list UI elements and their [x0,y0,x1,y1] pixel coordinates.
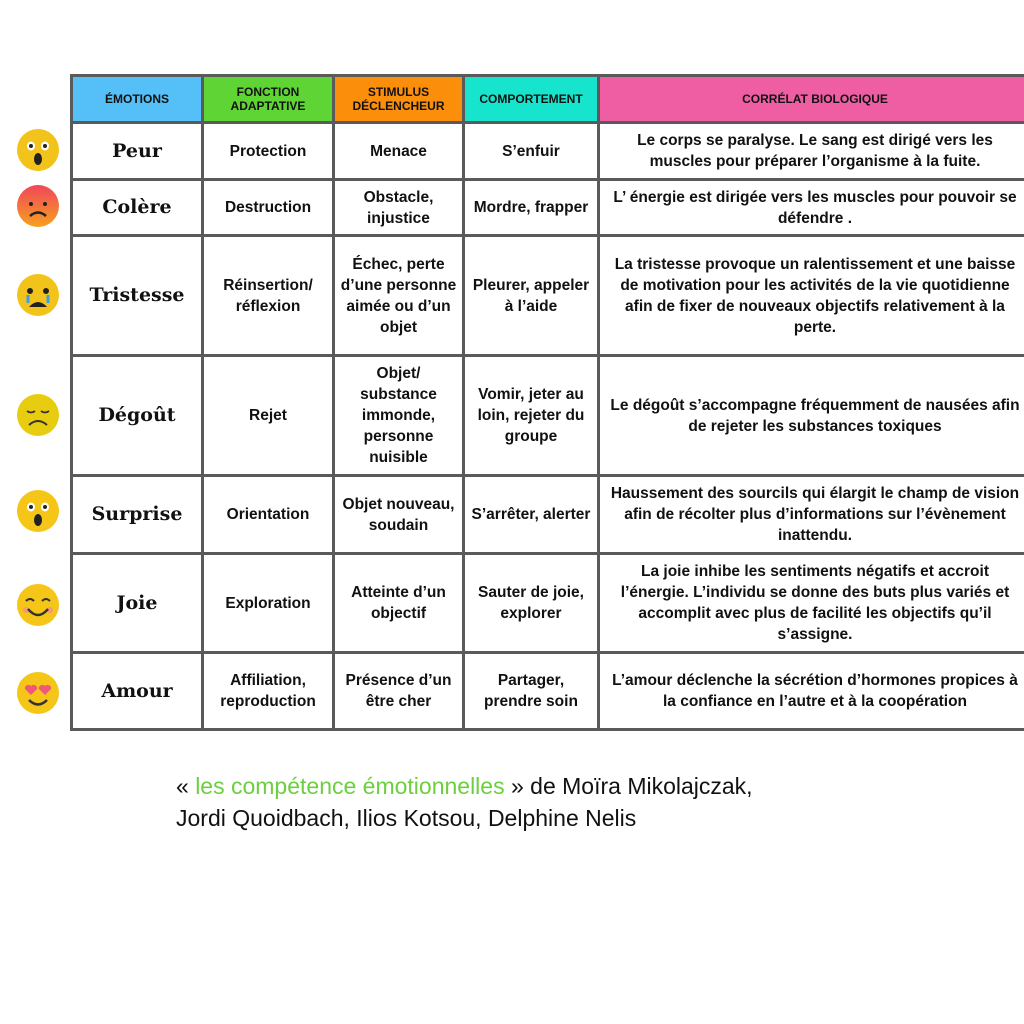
stimulus-cell: Objet/ substance immonde, personne nuisible [334,356,464,476]
citation-line-1 [176,770,753,802]
comportement-cell: Vomir, jeter au loin, rejeter du groupe [464,356,599,476]
header-stimulus-declencheur: STIMULUS DÉCLENCHEUR [334,76,464,123]
correlat-cell: Haussement des sourcils qui élargit le champ de vision afin de récolter plus d’informations sur l’évènement inattendu. [599,476,1024,554]
header-correlat-biologique: CORRÉLAT BIOLOGIQUE [599,76,1024,123]
stimulus-cell: Menace [334,123,464,180]
table-row [72,356,1024,476]
table-row [72,476,1024,554]
fonction-cell: Orientation [203,476,334,554]
disgusted-face-icon [16,393,60,437]
astonished-face-icon [16,128,60,172]
correlat-cell: La tristesse provoque un ralentissement et une baisse de motivation pour les activités de la vie quotidienne afin de fixer de nouveaux objectifs relativement à la perte. [599,236,1024,356]
comportement-cell: S’arrêter, alerter [464,476,599,554]
table-row [72,236,1024,356]
citation [176,770,753,834]
citation-line-2: Jordi Quoidbach, Ilios Kotsou, Delphine Nelis [176,805,637,831]
stimulus-cell: Objet nouveau, soudain [334,476,464,554]
open-quote: « [176,773,196,799]
emotion-cell: Colère [72,180,203,236]
angry-red-face-icon [16,184,60,228]
crying-face-icon [16,273,60,317]
header-fonction-adaptative: FONCTION ADAPTATIVE [203,76,334,123]
comportement-cell: S’enfuir [464,123,599,180]
emotions-table [70,74,1024,731]
stimulus-cell: Atteinte d’un objectif [334,554,464,653]
emotion-cell: Amour [72,653,203,730]
comportement-cell: Partager, prendre soin [464,653,599,730]
table-row [72,180,1024,236]
stimulus-cell: Obstacle, injustice [334,180,464,236]
comportement-cell: Mordre, frapper [464,180,599,236]
emotion-cell: Joie [72,554,203,653]
fonction-cell: Exploration [203,554,334,653]
emotion-cell: Peur [72,123,203,180]
table-header-row [72,76,1024,123]
table-row [72,653,1024,730]
correlat-cell: Le dégoût s’accompagne fréquemment de nausées afin de rejeter les substances toxiques [599,356,1024,476]
emotions-table-container [70,74,1024,731]
fonction-cell: Rejet [203,356,334,476]
stimulus-cell: Présence d’un être cher [334,653,464,730]
fonction-cell: Réinsertion/ réflexion [203,236,334,356]
table-row [72,554,1024,653]
fonction-cell: Affiliation, reproduction [203,653,334,730]
correlat-cell: La joie inhibe les sentiments négatifs et accroit l’énergie. L’individu se donne des buts plus variés et accomplit avec plus de facilité les objectifs qu’il s’assigne. [599,554,1024,653]
comportement-cell: Pleurer, appeler à l’aide [464,236,599,356]
comportement-cell: Sauter de joie, explorer [464,554,599,653]
emotion-cell: Surprise [72,476,203,554]
book-title: les compétence émotionnelles [195,773,505,799]
surprised-face-icon [16,489,60,533]
citation-authors-part1: » de Moïra Mikolajczak, [504,773,753,799]
emotion-cell: Dégoût [72,356,203,476]
correlat-cell: Le corps se paralyse. Le sang est dirigé vers les muscles pour préparer l’organisme à la fuite. [599,123,1024,180]
smiling-face-icon [16,583,60,627]
stimulus-cell: Échec, perte d’une personne aimée ou d’un objet [334,236,464,356]
heart-eyes-face-icon [16,671,60,715]
fonction-cell: Destruction [203,180,334,236]
emotion-cell: Tristesse [72,236,203,356]
header-comportement: COMPORTEMENT [464,76,599,123]
table-row [72,123,1024,180]
fonction-cell: Protection [203,123,334,180]
correlat-cell: L’amour déclenche la sécrétion d’hormones propices à la confiance en l’autre et à la coopération [599,653,1024,730]
header-emotions: ÉMOTIONS [72,76,203,123]
correlat-cell: L’ énergie est dirigée vers les muscles pour pouvoir se défendre . [599,180,1024,236]
